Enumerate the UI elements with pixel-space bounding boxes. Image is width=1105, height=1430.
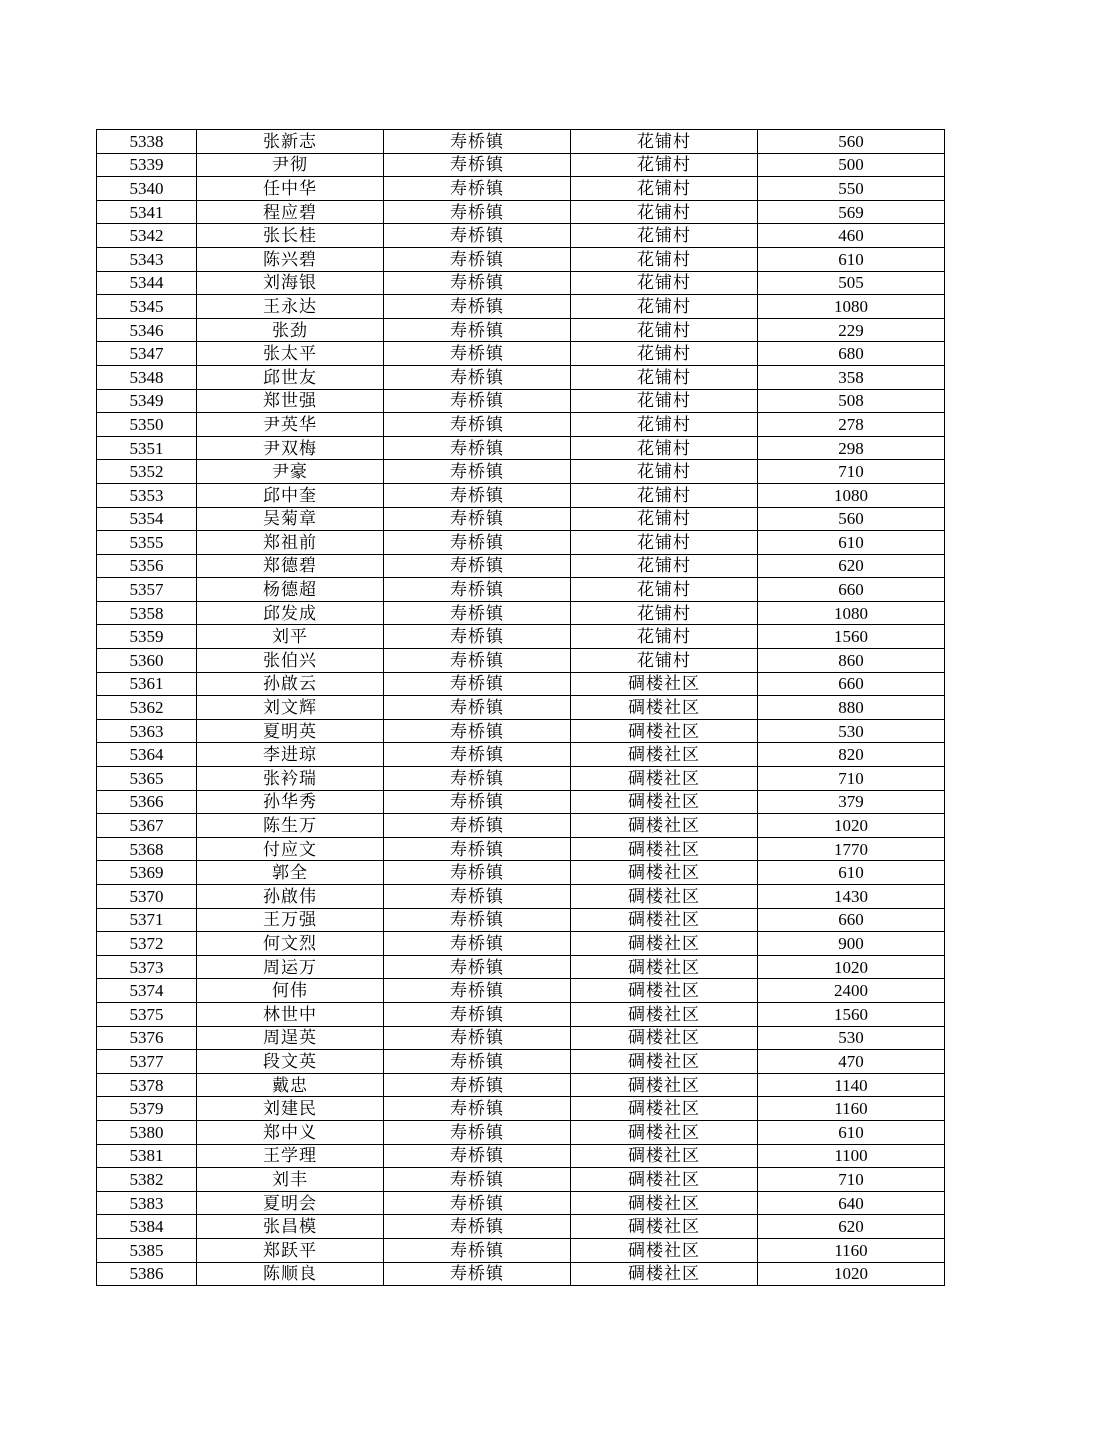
cell-amount: 900: [758, 932, 945, 956]
cell-name: 周运万: [197, 955, 384, 979]
cell-id: 5367: [97, 814, 197, 838]
cell-id: 5384: [97, 1215, 197, 1239]
cell-id: 5385: [97, 1238, 197, 1262]
table-row: [97, 271, 945, 295]
cell-amount: 860: [758, 649, 945, 673]
cell-village: 碉楼社区: [571, 979, 758, 1003]
cell-id: 5344: [97, 271, 197, 295]
cell-town: 寿桥镇: [384, 1144, 571, 1168]
cell-id: 5341: [97, 200, 197, 224]
cell-village: 花铺村: [571, 365, 758, 389]
cell-id: 5338: [97, 130, 197, 154]
cell-town: 寿桥镇: [384, 578, 571, 602]
cell-village: 花铺村: [571, 177, 758, 201]
cell-village: 花铺村: [571, 554, 758, 578]
cell-amount: 1160: [758, 1097, 945, 1121]
cell-name: 邱发成: [197, 601, 384, 625]
table-row: [97, 247, 945, 271]
cell-village: 花铺村: [571, 153, 758, 177]
cell-town: 寿桥镇: [384, 814, 571, 838]
cell-village: 花铺村: [571, 247, 758, 271]
cell-town: 寿桥镇: [384, 460, 571, 484]
cell-id: 5366: [97, 790, 197, 814]
cell-village: 花铺村: [571, 531, 758, 555]
cell-village: 碉楼社区: [571, 932, 758, 956]
table-row: [97, 1097, 945, 1121]
cell-town: 寿桥镇: [384, 601, 571, 625]
cell-village: 碉楼社区: [571, 837, 758, 861]
cell-town: 寿桥镇: [384, 790, 571, 814]
cell-name: 张新志: [197, 130, 384, 154]
cell-name: 张太平: [197, 342, 384, 366]
cell-village: 花铺村: [571, 507, 758, 531]
cell-town: 寿桥镇: [384, 365, 571, 389]
cell-village: 碉楼社区: [571, 885, 758, 909]
cell-amount: 278: [758, 413, 945, 437]
cell-amount: 610: [758, 861, 945, 885]
cell-amount: 470: [758, 1050, 945, 1074]
cell-amount: 505: [758, 271, 945, 295]
cell-id: 5359: [97, 625, 197, 649]
table-row: [97, 1238, 945, 1262]
cell-town: 寿桥镇: [384, 979, 571, 1003]
cell-amount: 710: [758, 767, 945, 791]
cell-name: 孙华秀: [197, 790, 384, 814]
cell-amount: 610: [758, 247, 945, 271]
table-row: [97, 979, 945, 1003]
cell-amount: 1430: [758, 885, 945, 909]
cell-town: 寿桥镇: [384, 1215, 571, 1239]
cell-id: 5376: [97, 1026, 197, 1050]
cell-id: 5370: [97, 885, 197, 909]
cell-town: 寿桥镇: [384, 436, 571, 460]
cell-id: 5358: [97, 601, 197, 625]
cell-village: 花铺村: [571, 413, 758, 437]
cell-village: 花铺村: [571, 578, 758, 602]
cell-amount: 620: [758, 554, 945, 578]
cell-village: 碉楼社区: [571, 767, 758, 791]
cell-name: 戴忠: [197, 1073, 384, 1097]
cell-amount: 508: [758, 389, 945, 413]
cell-id: 5372: [97, 932, 197, 956]
table-row: [97, 649, 945, 673]
table-row: [97, 224, 945, 248]
cell-amount: 379: [758, 790, 945, 814]
cell-amount: 530: [758, 1026, 945, 1050]
table-row: [97, 1191, 945, 1215]
cell-amount: 680: [758, 342, 945, 366]
cell-amount: 1080: [758, 295, 945, 319]
cell-town: 寿桥镇: [384, 1120, 571, 1144]
cell-town: 寿桥镇: [384, 531, 571, 555]
cell-name: 孙啟云: [197, 672, 384, 696]
cell-town: 寿桥镇: [384, 1168, 571, 1192]
table-body: [97, 130, 945, 1286]
table-row: [97, 885, 945, 909]
cell-id: 5380: [97, 1120, 197, 1144]
cell-town: 寿桥镇: [384, 177, 571, 201]
table-row: [97, 460, 945, 484]
cell-amount: 880: [758, 696, 945, 720]
table-row: [97, 743, 945, 767]
table-row: [97, 767, 945, 791]
cell-id: 5373: [97, 955, 197, 979]
cell-name: 尹豪: [197, 460, 384, 484]
table-row: [97, 413, 945, 437]
cell-amount: 1020: [758, 955, 945, 979]
cell-amount: 640: [758, 1191, 945, 1215]
table-row: [97, 554, 945, 578]
cell-name: 王永达: [197, 295, 384, 319]
cell-name: 吴菊章: [197, 507, 384, 531]
cell-village: 花铺村: [571, 436, 758, 460]
table-row: [97, 1026, 945, 1050]
cell-town: 寿桥镇: [384, 1238, 571, 1262]
cell-id: 5362: [97, 696, 197, 720]
table-row: [97, 1262, 945, 1286]
cell-amount: 500: [758, 153, 945, 177]
cell-id: 5386: [97, 1262, 197, 1286]
table-row: [97, 625, 945, 649]
table-row: [97, 483, 945, 507]
cell-name: 任中华: [197, 177, 384, 201]
cell-id: 5368: [97, 837, 197, 861]
cell-village: 花铺村: [571, 389, 758, 413]
cell-name: 郑德碧: [197, 554, 384, 578]
cell-village: 碉楼社区: [571, 1120, 758, 1144]
cell-town: 寿桥镇: [384, 507, 571, 531]
cell-town: 寿桥镇: [384, 1262, 571, 1286]
cell-amount: 358: [758, 365, 945, 389]
cell-id: 5375: [97, 1002, 197, 1026]
cell-id: 5361: [97, 672, 197, 696]
cell-id: 5377: [97, 1050, 197, 1074]
table-row: [97, 696, 945, 720]
cell-village: 碉楼社区: [571, 1002, 758, 1026]
cell-village: 碉楼社区: [571, 1073, 758, 1097]
cell-name: 郑跃平: [197, 1238, 384, 1262]
table-row: [97, 389, 945, 413]
cell-town: 寿桥镇: [384, 861, 571, 885]
cell-name: 王万强: [197, 908, 384, 932]
table-row: [97, 932, 945, 956]
table-row: [97, 861, 945, 885]
cell-village: 碉楼社区: [571, 719, 758, 743]
cell-town: 寿桥镇: [384, 247, 571, 271]
table-row: [97, 790, 945, 814]
cell-name: 段文英: [197, 1050, 384, 1074]
cell-name: 郑中义: [197, 1120, 384, 1144]
cell-village: 碉楼社区: [571, 696, 758, 720]
cell-village: 碉楼社区: [571, 1026, 758, 1050]
cell-town: 寿桥镇: [384, 271, 571, 295]
cell-amount: 298: [758, 436, 945, 460]
cell-id: 5374: [97, 979, 197, 1003]
table-row: [97, 177, 945, 201]
cell-town: 寿桥镇: [384, 1050, 571, 1074]
table-row: [97, 601, 945, 625]
cell-amount: 1020: [758, 1262, 945, 1286]
cell-village: 花铺村: [571, 483, 758, 507]
cell-name: 刘建民: [197, 1097, 384, 1121]
cell-name: 张劲: [197, 318, 384, 342]
cell-town: 寿桥镇: [384, 342, 571, 366]
cell-village: 花铺村: [571, 200, 758, 224]
table-row: [97, 837, 945, 861]
table-row: [97, 1215, 945, 1239]
cell-amount: 710: [758, 1168, 945, 1192]
cell-name: 付应文: [197, 837, 384, 861]
cell-name: 刘丰: [197, 1168, 384, 1192]
table-row: [97, 531, 945, 555]
cell-village: 花铺村: [571, 271, 758, 295]
cell-name: 郭全: [197, 861, 384, 885]
cell-id: 5342: [97, 224, 197, 248]
cell-village: 碉楼社区: [571, 1050, 758, 1074]
cell-town: 寿桥镇: [384, 885, 571, 909]
cell-id: 5353: [97, 483, 197, 507]
table-row: [97, 200, 945, 224]
table-row: [97, 318, 945, 342]
table-row: [97, 955, 945, 979]
cell-town: 寿桥镇: [384, 1097, 571, 1121]
cell-name: 郑世强: [197, 389, 384, 413]
cell-amount: 820: [758, 743, 945, 767]
cell-amount: 1770: [758, 837, 945, 861]
cell-town: 寿桥镇: [384, 696, 571, 720]
cell-amount: 550: [758, 177, 945, 201]
table-row: [97, 719, 945, 743]
cell-village: 花铺村: [571, 625, 758, 649]
cell-name: 尹双梅: [197, 436, 384, 460]
cell-town: 寿桥镇: [384, 955, 571, 979]
cell-id: 5382: [97, 1168, 197, 1192]
cell-village: 花铺村: [571, 649, 758, 673]
cell-village: 碉楼社区: [571, 861, 758, 885]
cell-id: 5357: [97, 578, 197, 602]
cell-village: 花铺村: [571, 295, 758, 319]
data-table: [96, 129, 945, 1286]
cell-village: 碉楼社区: [571, 955, 758, 979]
cell-town: 寿桥镇: [384, 672, 571, 696]
cell-name: 林世中: [197, 1002, 384, 1026]
cell-name: 陈顺良: [197, 1262, 384, 1286]
cell-amount: 660: [758, 908, 945, 932]
cell-town: 寿桥镇: [384, 932, 571, 956]
cell-village: 碉楼社区: [571, 1191, 758, 1215]
cell-id: 5365: [97, 767, 197, 791]
cell-amount: 530: [758, 719, 945, 743]
cell-id: 5346: [97, 318, 197, 342]
cell-amount: 620: [758, 1215, 945, 1239]
cell-village: 碉楼社区: [571, 1097, 758, 1121]
cell-amount: 660: [758, 672, 945, 696]
cell-village: 花铺村: [571, 460, 758, 484]
cell-name: 刘文辉: [197, 696, 384, 720]
cell-name: 张昌模: [197, 1215, 384, 1239]
cell-amount: 1140: [758, 1073, 945, 1097]
cell-id: 5347: [97, 342, 197, 366]
cell-village: 碉楼社区: [571, 1144, 758, 1168]
cell-id: 5371: [97, 908, 197, 932]
cell-amount: 229: [758, 318, 945, 342]
cell-id: 5351: [97, 436, 197, 460]
cell-town: 寿桥镇: [384, 1026, 571, 1050]
table-row: [97, 1168, 945, 1192]
cell-name: 邱世友: [197, 365, 384, 389]
cell-amount: 1560: [758, 1002, 945, 1026]
cell-town: 寿桥镇: [384, 554, 571, 578]
cell-amount: 1160: [758, 1238, 945, 1262]
cell-amount: 1100: [758, 1144, 945, 1168]
cell-village: 花铺村: [571, 224, 758, 248]
cell-name: 何伟: [197, 979, 384, 1003]
table-row: [97, 1002, 945, 1026]
cell-id: 5345: [97, 295, 197, 319]
cell-id: 5339: [97, 153, 197, 177]
cell-town: 寿桥镇: [384, 483, 571, 507]
cell-name: 夏明英: [197, 719, 384, 743]
cell-id: 5348: [97, 365, 197, 389]
cell-id: 5350: [97, 413, 197, 437]
cell-amount: 1080: [758, 483, 945, 507]
cell-name: 尹彻: [197, 153, 384, 177]
cell-name: 邱中奎: [197, 483, 384, 507]
cell-village: 花铺村: [571, 601, 758, 625]
cell-amount: 1560: [758, 625, 945, 649]
cell-id: 5352: [97, 460, 197, 484]
cell-name: 周逞英: [197, 1026, 384, 1050]
cell-town: 寿桥镇: [384, 1002, 571, 1026]
cell-town: 寿桥镇: [384, 908, 571, 932]
table-row: [97, 436, 945, 460]
cell-town: 寿桥镇: [384, 1191, 571, 1215]
cell-village: 碉楼社区: [571, 1215, 758, 1239]
cell-name: 刘海银: [197, 271, 384, 295]
cell-village: 花铺村: [571, 318, 758, 342]
table-row: [97, 814, 945, 838]
cell-town: 寿桥镇: [384, 837, 571, 861]
cell-town: 寿桥镇: [384, 767, 571, 791]
cell-town: 寿桥镇: [384, 224, 571, 248]
table-row: [97, 1120, 945, 1144]
cell-village: 碉楼社区: [571, 1168, 758, 1192]
cell-amount: 610: [758, 531, 945, 555]
cell-town: 寿桥镇: [384, 153, 571, 177]
cell-id: 5379: [97, 1097, 197, 1121]
cell-name: 张伯兴: [197, 649, 384, 673]
cell-village: 花铺村: [571, 130, 758, 154]
cell-id: 5378: [97, 1073, 197, 1097]
table-row: [97, 908, 945, 932]
cell-town: 寿桥镇: [384, 625, 571, 649]
cell-village: 碉楼社区: [571, 814, 758, 838]
table-row: [97, 1073, 945, 1097]
table-row: [97, 365, 945, 389]
cell-id: 5369: [97, 861, 197, 885]
cell-name: 何文烈: [197, 932, 384, 956]
cell-amount: 710: [758, 460, 945, 484]
cell-id: 5340: [97, 177, 197, 201]
cell-town: 寿桥镇: [384, 295, 571, 319]
cell-amount: 610: [758, 1120, 945, 1144]
cell-id: 5383: [97, 1191, 197, 1215]
cell-town: 寿桥镇: [384, 389, 571, 413]
cell-name: 郑祖前: [197, 531, 384, 555]
cell-name: 刘平: [197, 625, 384, 649]
cell-name: 夏明会: [197, 1191, 384, 1215]
table-row: [97, 1144, 945, 1168]
cell-village: 碉楼社区: [571, 672, 758, 696]
cell-id: 5360: [97, 649, 197, 673]
cell-town: 寿桥镇: [384, 200, 571, 224]
table-row: [97, 153, 945, 177]
cell-village: 碉楼社区: [571, 1262, 758, 1286]
cell-amount: 569: [758, 200, 945, 224]
cell-id: 5354: [97, 507, 197, 531]
table-row: [97, 578, 945, 602]
table-row: [97, 1050, 945, 1074]
cell-town: 寿桥镇: [384, 1073, 571, 1097]
cell-village: 碉楼社区: [571, 743, 758, 767]
table-row: [97, 342, 945, 366]
table-row: [97, 507, 945, 531]
cell-id: 5364: [97, 743, 197, 767]
cell-amount: 2400: [758, 979, 945, 1003]
cell-name: 陈兴碧: [197, 247, 384, 271]
table-row: [97, 130, 945, 154]
cell-name: 张衿瑞: [197, 767, 384, 791]
cell-village: 碉楼社区: [571, 908, 758, 932]
cell-id: 5356: [97, 554, 197, 578]
cell-id: 5349: [97, 389, 197, 413]
cell-town: 寿桥镇: [384, 130, 571, 154]
cell-id: 5381: [97, 1144, 197, 1168]
cell-id: 5363: [97, 719, 197, 743]
cell-amount: 560: [758, 130, 945, 154]
cell-name: 尹英华: [197, 413, 384, 437]
cell-amount: 560: [758, 507, 945, 531]
cell-name: 孙啟伟: [197, 885, 384, 909]
table-row: [97, 672, 945, 696]
cell-amount: 1080: [758, 601, 945, 625]
cell-name: 程应碧: [197, 200, 384, 224]
cell-name: 张长桂: [197, 224, 384, 248]
cell-name: 王学理: [197, 1144, 384, 1168]
cell-id: 5343: [97, 247, 197, 271]
cell-name: 陈生万: [197, 814, 384, 838]
cell-village: 碉楼社区: [571, 1238, 758, 1262]
cell-id: 5355: [97, 531, 197, 555]
cell-village: 碉楼社区: [571, 790, 758, 814]
cell-name: 杨德超: [197, 578, 384, 602]
cell-amount: 1020: [758, 814, 945, 838]
cell-town: 寿桥镇: [384, 719, 571, 743]
cell-village: 花铺村: [571, 342, 758, 366]
cell-town: 寿桥镇: [384, 413, 571, 437]
cell-town: 寿桥镇: [384, 318, 571, 342]
table-row: [97, 295, 945, 319]
cell-town: 寿桥镇: [384, 743, 571, 767]
cell-name: 李进琼: [197, 743, 384, 767]
cell-town: 寿桥镇: [384, 649, 571, 673]
cell-amount: 460: [758, 224, 945, 248]
cell-amount: 660: [758, 578, 945, 602]
